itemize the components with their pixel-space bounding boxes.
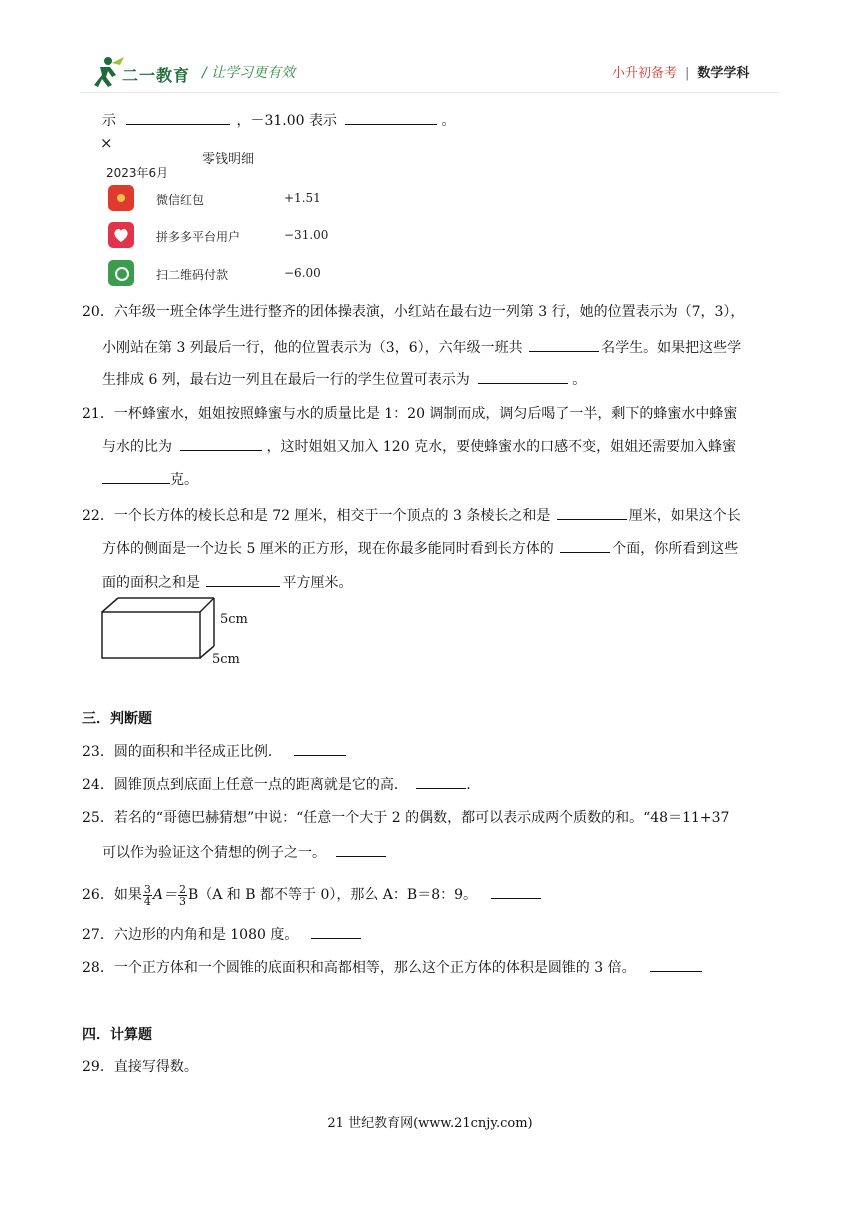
q19-blank-1[interactable]: [126, 110, 230, 125]
q19-end: 。: [441, 113, 456, 129]
q26: [82, 880, 541, 910]
wallet-row-amount: −6.00: [284, 266, 321, 280]
q27-blank[interactable]: [311, 924, 361, 939]
q22-blank-3[interactable]: [206, 572, 280, 587]
qr-payment-icon: [108, 260, 134, 286]
q21-text: 与水的比为: [102, 439, 172, 455]
q22-text: 面的面积之和是: [102, 575, 200, 591]
fraction-denominator: 3: [178, 894, 186, 908]
q25-line-1: 25．若名的“哥德巴赫猜想”中说：“任意一个大于 2 的偶数，都可以表示成两个质数的和。“48＝11+37: [82, 810, 730, 826]
q28-blank[interactable]: [650, 957, 702, 972]
q25-line-2: [102, 842, 386, 863]
q22-line-3: [102, 572, 352, 593]
q19-blank-2[interactable]: [345, 110, 437, 125]
q20-line-2: [102, 337, 741, 358]
q26-text: 26．如果: [82, 887, 142, 903]
q22-blank-1[interactable]: [557, 505, 627, 520]
q20-line-3: [102, 369, 586, 390]
q19-continuation: [102, 110, 455, 131]
q23-blank[interactable]: [294, 741, 346, 756]
page-footer: 21 世纪教育网(www.21cnjy.com): [327, 1116, 533, 1131]
q20-text: 生排成 6 列，最右边一列且在最后一行的学生位置可表示为: [102, 372, 470, 388]
q21-line-2: [102, 436, 736, 457]
fraction-numerator: 3: [143, 882, 151, 896]
q20-text: 小刚站在第 3 列最后一行，他的位置表示为（3，6），六年级一班共: [102, 340, 523, 356]
q22-text: 22．一个长方体的棱长总和是 72 厘米，相交于一个顶点的 3 条棱长之和是: [82, 508, 551, 524]
q22-text: 方体的侧面是一个边长 5 厘米的正方形，现在你最多能同时看到长方体的: [102, 541, 554, 557]
runner-logo-icon: [86, 55, 126, 89]
q22-text: 厘米，如果这个长: [628, 508, 741, 524]
wallet-row-label: 拼多多平台用户: [156, 230, 241, 244]
q24-end: .: [466, 777, 471, 793]
pinduoduo-icon: [108, 222, 134, 248]
q24: [82, 774, 471, 795]
section-title-calculation: 四．计算题: [82, 1027, 152, 1043]
section-title-judgment: 三．判断题: [82, 711, 152, 727]
wallet-title: 零钱明细: [202, 152, 255, 167]
q23: [82, 741, 346, 762]
q26-blank[interactable]: [491, 884, 541, 899]
q20-blank-2[interactable]: [478, 369, 568, 384]
q20-blank-1[interactable]: [529, 337, 599, 352]
q21-line-1: 21．一杯蜂蜜水，姐姐按照蜂蜜与水的质量比是 1：20 调制而成，调匀后喝了一半，剩下的蜂蜜水中蜂蜜: [82, 406, 738, 422]
q21-blank-1[interactable]: [180, 436, 262, 451]
q22-text: 个面，你所看到这些: [612, 541, 739, 557]
q20-text: 名学生。如果把这些学: [601, 340, 742, 356]
exam-label: 小升初备考: [612, 66, 678, 81]
q25-text: 可以作为验证这个猜想的例子之一。: [102, 845, 326, 861]
q21-text: 克。: [170, 472, 198, 488]
q21-blank-2[interactable]: [102, 469, 170, 484]
cuboid-height-label: 5cm: [220, 612, 248, 627]
site-logo: [86, 55, 196, 89]
header-right: [612, 62, 749, 81]
q27-text: 27．六边形的内角和是 1080 度。: [82, 927, 299, 943]
wallet-row-amount: +1.51: [284, 191, 321, 205]
fraction-3-4: [143, 884, 152, 907]
q26-text: B（A 和 B 都不等于 0），那么 A：B＝8：9。: [187, 887, 478, 903]
q24-blank[interactable]: [416, 774, 466, 789]
q20-line-1: 20．六年级一班全体学生进行整齐的团体操表演，小红站在最右边一列第 3 行，她的位置表示为（7，3），: [82, 304, 745, 320]
q21-text: ，这时姐姐又加入 120 克水，要使蜂蜜水的口感不变，姐姐还需要加入蜂蜜: [266, 439, 737, 455]
logo-text: 二一教育: [122, 66, 191, 85]
q28-text: 28．一个正方体和一个圆锥的底面积和高都相等，那么这个正方体的体积是圆锥的 3 倍。: [82, 960, 636, 976]
page-header: [0, 0, 860, 100]
slogan: / 让学习更有效: [202, 65, 296, 81]
wallet-row-label: 微信红包: [156, 193, 205, 207]
fraction-denominator: 4: [143, 894, 151, 908]
subject-label: 数学学科: [697, 66, 750, 81]
q22-line-1: [82, 505, 741, 526]
q24-text: 24．圆锥顶点到底面上任意一点的距离就是它的高．: [82, 777, 408, 793]
wallet-row-label: 扫二维码付款: [156, 268, 229, 282]
q22-blank-2[interactable]: [560, 538, 610, 553]
q22-line-2: [102, 538, 738, 559]
q22-text: 平方厘米。: [282, 575, 353, 591]
fraction-2-3: [178, 884, 187, 907]
header-separator: |: [685, 66, 690, 81]
q20-text: 。: [572, 372, 587, 388]
close-icon: ×: [100, 134, 113, 152]
q28: [82, 957, 702, 978]
q25-blank[interactable]: [336, 842, 386, 857]
fraction-numerator: 2: [178, 882, 186, 896]
header-rule: [80, 92, 780, 93]
red-packet-icon: [108, 185, 134, 211]
q19-prefix: 示: [102, 113, 116, 129]
wallet-month: 2023年6月: [106, 166, 169, 180]
cuboid-width-label: 5cm: [212, 652, 240, 667]
q29: 29．直接写得数。: [82, 1059, 198, 1075]
wallet-detail-image: [98, 134, 338, 292]
q19-mid: ，－31.00 表示: [236, 113, 337, 129]
q26-mid: A＝: [152, 887, 177, 903]
q27: [82, 924, 361, 945]
q23-text: 23．圆的面积和半径成正比例．: [82, 744, 282, 760]
wallet-row-amount: −31.00: [284, 228, 329, 242]
q21-line-3: [102, 469, 198, 490]
